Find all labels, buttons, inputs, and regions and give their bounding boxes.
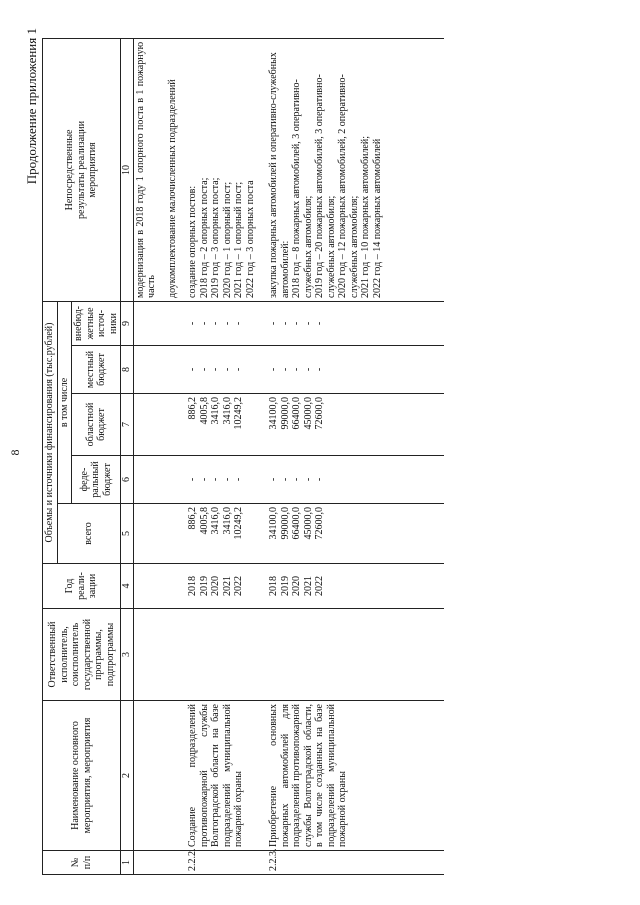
measure-name: Создание подразделений противопожарной службы Волгоградской области на базе подразделений муниципальной пожарной охраны xyxy=(186,701,257,851)
header-local: местный бюджет xyxy=(72,346,121,394)
column-number: 2 xyxy=(121,701,134,851)
header-results: Непосредственные результаты реализации мероприятия xyxy=(43,38,121,301)
header-row xyxy=(43,38,58,874)
table-row xyxy=(257,38,267,874)
local-values: - - - - - xyxy=(186,346,257,394)
federal-values: - - - - - xyxy=(267,456,384,504)
total-values: 34100,0 99000,0 66400,0 45000,0 72600,0 xyxy=(267,504,384,564)
column-number-row xyxy=(121,38,134,874)
header-incl: в том числе xyxy=(57,301,72,503)
result-cell: модернизация в 2018 году 1 опорного поста в 1 пожарную часть xyxy=(133,38,159,301)
table-row xyxy=(159,38,187,874)
regional-values: 34100,0 99000,0 66400,0 45000,0 72600,0 xyxy=(267,394,384,456)
column-number: 10 xyxy=(121,38,134,301)
year-list: 2018 2019 2020 2021 2022 xyxy=(186,564,257,609)
header-year: Год реали- зации xyxy=(43,564,121,609)
column-number: 1 xyxy=(121,851,134,875)
result-cell: создание опорных постов: 2018 год – 2 опорных поста; 2019 год – 3 опорных поста; 2020 год – 1 опорный пост; 2021 год – 1 опорный пост; 2022 год – 3 опорных поста xyxy=(186,38,257,301)
row-number: 2.2.2. xyxy=(186,851,257,875)
measure-name: Приобретение основных пожарных автомобилей для подразделений противопожарной службы Волгоградской области, в том числе созданных на базе подразделений муниципальной пожарной охраны xyxy=(267,701,384,851)
extra-values: - - - - - xyxy=(186,301,257,345)
row-number: 2.2.3. xyxy=(267,851,384,875)
table-row xyxy=(186,38,257,874)
extra-values: - - - - - xyxy=(267,301,384,345)
header-extra: внебюд- жетные источ- ники xyxy=(72,301,121,345)
column-number: 4 xyxy=(121,564,134,609)
year-list: 2018 2019 2020 2021 2022 xyxy=(267,564,384,609)
continuation-label: Продолжение приложения 1 xyxy=(24,28,39,185)
column-number: 8 xyxy=(121,346,134,394)
header-total: всего xyxy=(57,504,121,564)
header-federal: феде- ральный бюджет xyxy=(72,456,121,504)
column-number: 5 xyxy=(121,504,134,564)
header-finance: Объемы и источники финансирования (тыс.рублей) xyxy=(43,301,58,563)
regional-values: 886,2 4005,8 3416,0 3416,0 10249,2 xyxy=(186,394,257,456)
column-number: 9 xyxy=(121,301,134,345)
financing-table xyxy=(42,38,444,875)
result-cell: доукомплектование малочисленных подразделений xyxy=(159,38,187,301)
federal-values: - - - - - xyxy=(186,456,257,504)
column-number: 6 xyxy=(121,456,134,504)
table-row xyxy=(133,38,159,874)
column-number: 7 xyxy=(121,394,134,456)
result-cell: закупка пожарных автомобилей и оперативно-служебных автомобилей: 2018 год – 8 пожарных автомобилей, 3 оперативно-служебных автомобиля; 2019 год – 20 пожарных автомобилей, 3 оперативно-служебных автомобиля; 2020 год – 12 пожарных автомобилей, 2 оперативно-служебных автомобиля; 2021 год – 10 пожарных автомобилей; 2022 год – 14 пожарных автомобилей xyxy=(267,38,384,301)
total-values: 886,2 4005,8 3416,0 3416,0 10249,2 xyxy=(186,504,257,564)
header-no: № п/п xyxy=(43,851,121,875)
column-number: 3 xyxy=(121,609,134,701)
table-row xyxy=(384,38,444,874)
page-number: 8 xyxy=(8,449,22,456)
header-executor: Ответственный исполнитель, соисполнитель государственной программы, подпрограммы xyxy=(43,609,121,701)
table-row xyxy=(267,38,384,874)
header-regional: областной бюджет xyxy=(72,394,121,456)
header-name: Наименование основного мероприятия, мероприятия xyxy=(43,701,121,851)
local-values: - - - - - xyxy=(267,346,384,394)
